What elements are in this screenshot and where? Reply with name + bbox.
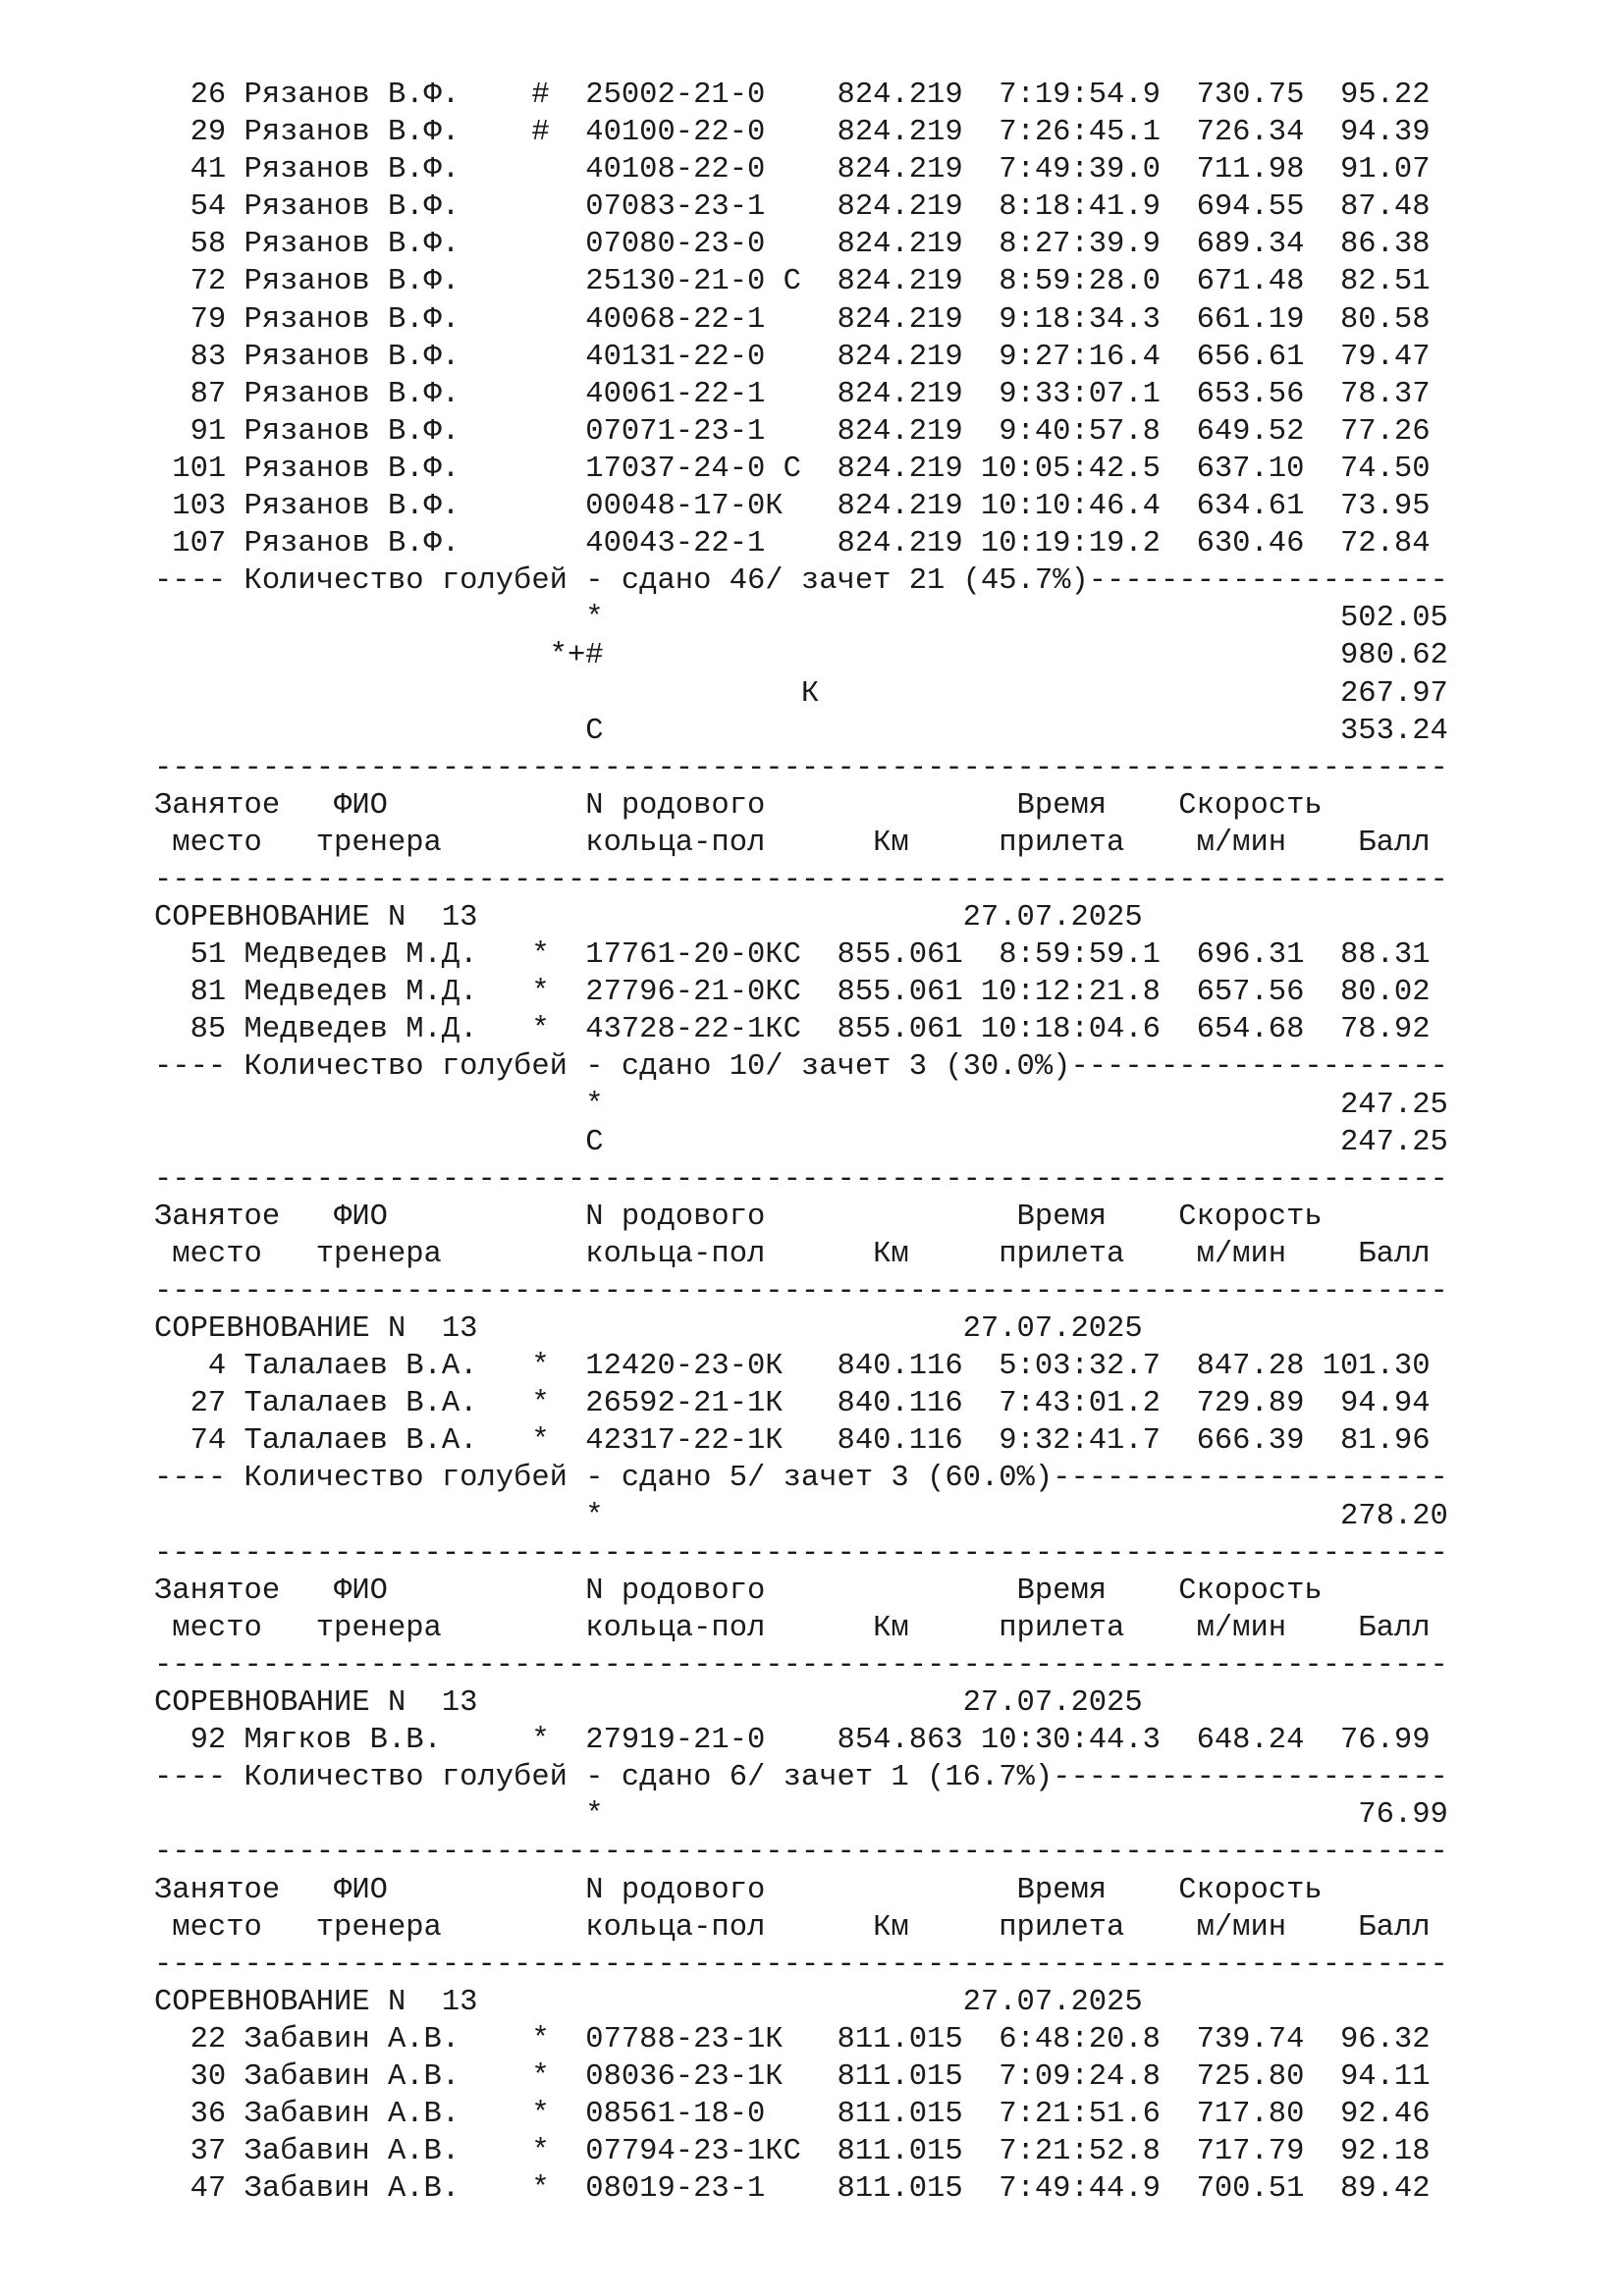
printout-line: * 247.25 bbox=[154, 1088, 1448, 1122]
printout-line: 103 Рязанов В.Ф. 00048-17-0К 824.219 10:10:46.4 634.61 73.95 bbox=[154, 490, 1431, 524]
printout-line: ---- Количество голубей - сдано 6/ зачет 1 (16.7%)---------------------- bbox=[154, 1761, 1448, 1795]
printout-line: 30 Забавин А.В. * 08036-23-1К 811.015 7:09:24.8 725.80 94.11 bbox=[154, 2059, 1431, 2094]
printout-line: ---- Количество голубей - сдано 46/ зачет 21 (45.7%)-------------------- bbox=[154, 564, 1448, 599]
printout-line: ---- Количество голубей - сдано 5/ зачет 3 (60.0%)---------------------- bbox=[154, 1462, 1448, 1496]
printout-line: *+# 980.62 bbox=[154, 639, 1448, 673]
printout-line: 36 Забавин А.В. * 08561-18-0 811.015 7:21:51.6 717.80 92.46 bbox=[154, 2098, 1431, 2132]
printout-line: ------------------------------------------------------------------------ bbox=[154, 1275, 1448, 1308]
printout-line: 101 Рязанов В.Ф. 17037-24-0 С 824.219 10:05:42.5 637.10 74.50 bbox=[154, 452, 1431, 486]
printout-line: СОРЕВНОВАНИЕ N 13 27.07.2025 bbox=[154, 901, 1143, 935]
printout-line: 37 Забавин А.В. * 07794-23-1КС 811.015 7:21:52.8 717.79 92.18 bbox=[154, 2135, 1431, 2169]
printout-line: ------------------------------------------------------------------------ bbox=[154, 1648, 1448, 1682]
printout-line: 74 Талалаев В.А. * 42317-22-1К 840.116 9:32:41.7 666.39 81.96 bbox=[154, 1424, 1431, 1459]
printout-line: С 247.25 bbox=[154, 1125, 1448, 1159]
printout-line: * 76.99 bbox=[154, 1798, 1448, 1833]
printout-line: 92 Мягков В.В. * 27919-21-0 854.863 10:30:44.3 648.24 76.99 bbox=[154, 1724, 1431, 1758]
printout-line: 91 Рязанов В.Ф. 07071-23-1 824.219 9:40:57.8 649.52 77.26 bbox=[154, 414, 1431, 449]
printout-line: место тренера кольца-пол Км прилета м/мин Балл bbox=[154, 826, 1431, 860]
printout-line: место тренера кольца-пол Км прилета м/мин Балл bbox=[154, 1910, 1431, 1945]
printout-line: 87 Рязанов В.Ф. 40061-22-1 824.219 9:33:07.1 653.56 78.37 bbox=[154, 377, 1431, 411]
printout-line: Занятое ФИО N родового Время Скорость bbox=[154, 1574, 1323, 1608]
printout-line: ------------------------------------------------------------------------ bbox=[154, 1162, 1448, 1197]
printout-line: ------------------------------------------------------------------------ bbox=[154, 1836, 1448, 1870]
printout-line: ------------------------------------------------------------------------ bbox=[154, 863, 1448, 897]
printout-line: 72 Рязанов В.Ф. 25130-21-0 С 824.219 8:59:28.0 671.48 82.51 bbox=[154, 265, 1431, 299]
printout-line: 41 Рязанов В.Ф. 40108-22-0 824.219 7:49:39.0 711.98 91.07 bbox=[154, 153, 1431, 187]
printout-line: 22 Забавин А.В. * 07788-23-1К 811.015 6:48:20.8 739.74 96.32 bbox=[154, 2022, 1431, 2056]
printout-line: ------------------------------------------------------------------------ bbox=[154, 751, 1448, 785]
printout-line: 58 Рязанов В.Ф. 07080-23-0 824.219 8:27:39.9 689.34 86.38 bbox=[154, 228, 1431, 262]
printout-line: К 267.97 bbox=[154, 676, 1448, 711]
printout-line: 85 Медведев М.Д. * 43728-22-1КС 855.061 10:18:04.6 654.68 78.92 bbox=[154, 1013, 1431, 1047]
printout-line: место тренера кольца-пол Км прилета м/мин Балл bbox=[154, 1611, 1431, 1645]
printout-line: 26 Рязанов В.Ф. # 25002-21-0 824.219 7:19:54.9 730.75 95.22 bbox=[154, 79, 1431, 112]
printout-line: ---- Количество голубей - сдано 10/ зачет 3 (30.0%)--------------------- bbox=[154, 1050, 1448, 1085]
results-printout bbox=[154, 77, 1448, 2208]
printout-line: * 278.20 bbox=[154, 1499, 1448, 1533]
printout-line: Занятое ФИО N родового Время Скорость bbox=[154, 788, 1323, 823]
printout-line: ------------------------------------------------------------------------ bbox=[154, 1536, 1448, 1571]
printout-line: 27 Талалаев В.А. * 26592-21-1К 840.116 7:43:01.2 729.89 94.94 bbox=[154, 1387, 1431, 1421]
printout-line: Занятое ФИО N родового Время Скорость bbox=[154, 1873, 1323, 1907]
printout-line: 54 Рязанов В.Ф. 07083-23-1 824.219 8:18:41.9 694.55 87.48 bbox=[154, 190, 1431, 225]
printout-line: * 502.05 bbox=[154, 602, 1448, 636]
printout-line: место тренера кольца-пол Км прилета м/мин Балл bbox=[154, 1237, 1431, 1271]
printout-line: С 353.24 bbox=[154, 714, 1448, 748]
printout-line: 81 Медведев М.Д. * 27796-21-0КС 855.061 10:12:21.8 657.56 80.02 bbox=[154, 976, 1431, 1010]
printout-line: 47 Забавин А.В. * 08019-23-1 811.015 7:49:44.9 700.51 89.42 bbox=[154, 2172, 1431, 2207]
printout-line: 107 Рязанов В.Ф. 40043-22-1 824.219 10:19:19.2 630.46 72.84 bbox=[154, 527, 1431, 561]
printout-line: 51 Медведев М.Д. * 17761-20-0КС 855.061 8:59:59.1 696.31 88.31 bbox=[154, 938, 1431, 973]
printout-line: СОРЕВНОВАНИЕ N 13 27.07.2025 bbox=[154, 1686, 1143, 1721]
printout-line: Занятое ФИО N родового Время Скорость bbox=[154, 1200, 1323, 1234]
printout-line: СОРЕВНОВАНИЕ N 13 27.07.2025 bbox=[154, 1312, 1143, 1347]
printout-line: 29 Рязанов В.Ф. # 40100-22-0 824.219 7:26:45.1 726.34 94.39 bbox=[154, 116, 1431, 150]
printout-line: 79 Рязанов В.Ф. 40068-22-1 824.219 9:18:34.3 661.19 80.58 bbox=[154, 302, 1431, 337]
printout-line: 83 Рязанов В.Ф. 40131-22-0 824.219 9:27:16.4 656.61 79.47 bbox=[154, 340, 1431, 374]
printout-line: 4 Талалаев В.А. * 12420-23-0К 840.116 5:03:32.7 847.28 101.30 bbox=[154, 1350, 1431, 1384]
printout-line: СОРЕВНОВАНИЕ N 13 27.07.2025 bbox=[154, 1985, 1143, 2019]
printout-line: ------------------------------------------------------------------------ bbox=[154, 1948, 1448, 1982]
